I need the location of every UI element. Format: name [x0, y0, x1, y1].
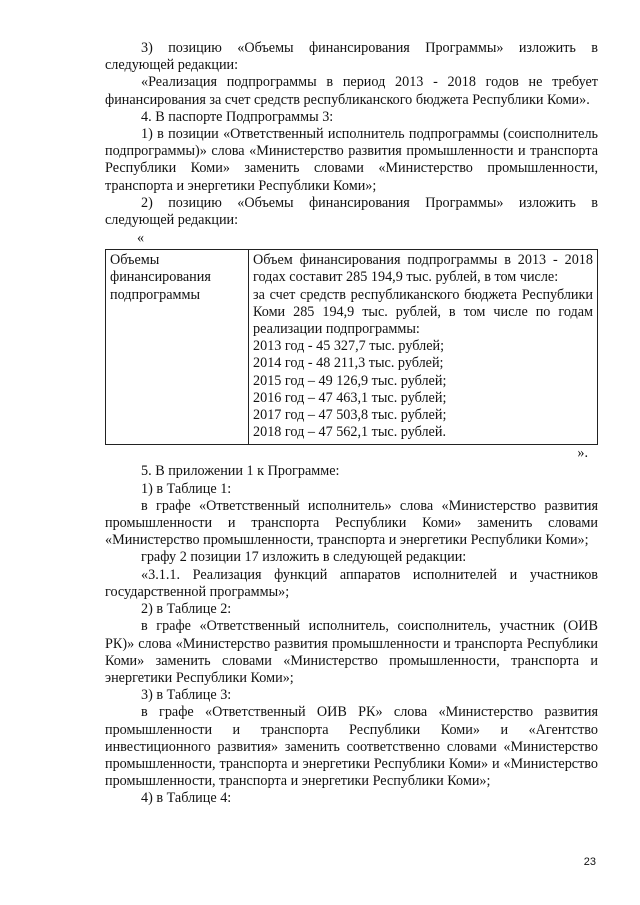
- paragraph: 2) в Таблице 2:: [141, 601, 232, 618]
- paragraph: 2) позицию «Объемы финансирования Программы» изложить в следующей редакции:: [105, 194, 598, 229]
- paragraph: 1) в Таблице 1:: [141, 480, 232, 497]
- paragraph: в графе «Ответственный исполнитель» слова «Министерство развития промышленности и транспорта Республики Коми» заменить словами «Министерство промышленности, транспорта и энергетики Республики Коми»;: [105, 497, 598, 549]
- paragraph: «3.1.1. Реализация функций аппаратов исполнителей и участников государственной программы»;: [105, 566, 598, 600]
- table-line: 2016 год – 47 463,1 тыс. рублей;: [253, 389, 447, 406]
- table-line: за счет средств республиканского бюджета Республики Коми 285 194,9 тыс. рублей, в том числе по годам реализации подпрограммы:: [253, 286, 593, 338]
- table-line: 2014 год - 48 211,3 тыс. рублей;: [253, 355, 444, 372]
- table-row: [106, 250, 598, 445]
- table-cell-content: [249, 250, 598, 445]
- paragraph: в графе «Ответственный ОИВ РК» слова «Министерство развития промышленности и транспорта Республики Коми» и «Агентство инвестиционного развития» заменить соответственно словами «Министерство промышленности, транспорта и энергетики Республики Коми» и «Министерство промышленности, транспорта и энергетики Республики Коми»;: [105, 704, 598, 790]
- table-line: 2018 год – 47 562,1 тыс. рублей.: [253, 424, 446, 441]
- opening-quote: «: [137, 230, 145, 247]
- paragraph: 1) в позиции «Ответственный исполнитель подпрограммы (соисполнитель подпрограммы)» слова «Министерство развития промышленности и транспорта Республики Коми» заменить словами «Министерство промышленности, транспорта и энергетики Республики Коми»;: [105, 126, 598, 194]
- paragraph: графу 2 позиции 17 изложить в следующей редакции:: [141, 549, 467, 566]
- table-line: 2017 год – 47 503,8 тыс. рублей;: [253, 407, 447, 424]
- paragraph: 5. В приложении 1 к Программе:: [141, 463, 340, 480]
- table-line: Объем финансирования подпрограммы в 2013 - 2018 годах составит 285 194,9 тыс. рублей, в том числе:: [253, 252, 593, 286]
- paragraph: в графе «Ответственный исполнитель, соисполнитель, участник (ОИВ РК)» слова «Министерство развития промышленности и транспорта Республики Коми» заменить словами «Министерство промышленности, транспорта и энергетики Республики Коми»;: [105, 618, 598, 686]
- table-line: 2013 год - 45 327,7 тыс. рублей;: [253, 338, 445, 355]
- paragraph: «Реализация подпрограммы в период 2013 - 2018 годов не требует финансирования за счет средств республиканского бюджета Республики Коми».: [105, 74, 598, 108]
- paragraph: 3) в Таблице 3:: [141, 687, 232, 704]
- table-cell-title: Объемы финансирования подпрограммы: [106, 250, 249, 445]
- closing-quote: ».: [577, 445, 588, 462]
- paragraph: 4. В паспорте Подпрограммы 3:: [141, 108, 334, 125]
- passport-table: [105, 249, 598, 445]
- paragraph: 4) в Таблице 4:: [141, 790, 232, 807]
- table-line: 2015 год – 49 126,9 тыс. рублей;: [253, 372, 447, 389]
- paragraph: 3) позицию «Объемы финансирования Программы» изложить в следующей редакции:: [105, 40, 598, 74]
- page-number: 23: [583, 855, 596, 868]
